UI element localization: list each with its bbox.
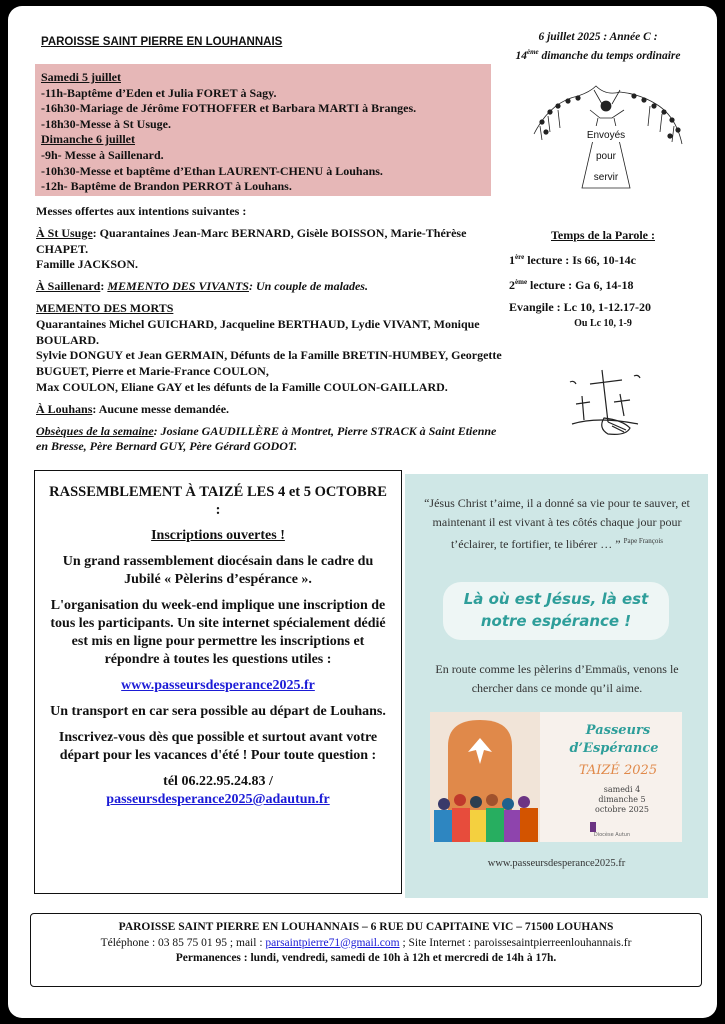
- second-reading: 2ème lecture : Ga 6, 14-18: [509, 278, 634, 292]
- schedule-item: -18h30-Messe à St Usuge.: [41, 116, 171, 131]
- taize-announcement: [34, 470, 402, 894]
- intention-louhans: À Louhans: Aucune messe demandée.: [36, 401, 230, 416]
- schedule-item: -12h- Baptême de Brandon PERROT à Louhans.: [41, 179, 292, 194]
- mass-intentions: [36, 204, 506, 455]
- bulletin-page: [8, 6, 717, 1018]
- envoyes-pour-servir-illustration: [530, 82, 685, 200]
- quote-author: Pape François: [623, 537, 664, 545]
- poster-place: TAIZÉ 2025: [578, 763, 658, 778]
- schedule-item: -9h- Messe à Saillenard.: [41, 147, 164, 162]
- taize-phone: tél 06.22.95.24.83 /: [163, 774, 273, 789]
- emmaus-text: En route comme les pèlerins d’Emmaüs, venons le chercher dans ce monde qu’il aime.: [435, 662, 679, 695]
- memento-des-morts-1: Quarantaines Michel GUICHARD, Jacqueline BERTHAUD, Lydie VIVANT, Monique BOULARD.: [36, 316, 480, 347]
- taize-paragraph-4: Inscrivez-vous dès que possible et surtout avant votre départ pour les vacances d'été ! Pour toute question :: [58, 730, 378, 763]
- passeurs-desperance-poster: [430, 712, 682, 842]
- parish-title: PAROISSE SAINT PIERRE EN LOUHANNAIS: [41, 36, 283, 48]
- intention-st-usuge: À St Usuge: Quarantaines Jean-Marc BERNARD, Gisèle BOISSON, Marie-Thérèse CHAPET.: [36, 225, 467, 256]
- gospel-reading: Evangile : Lc 10, 1-12.17-20: [509, 300, 651, 314]
- first-reading: 1ère lecture : Is 66, 10-14c: [509, 253, 636, 267]
- poster-date-2: dimanche 5: [598, 795, 646, 804]
- date-line: 6 juillet 2025 : Année C :: [538, 31, 658, 43]
- poster-logo: Diocèse Autun: [593, 832, 631, 838]
- pope-quote: “Jésus Christ t’aime, il a donné sa vie pour te sauver, et maintenant il est vivant à tes côtés chaque jour pour t’éclairer, te fortifier, te libérer … ” $^{Pape François}$: [424, 496, 690, 551]
- intention-saillenard: À Saillenard: MEMENTO DES VIVANTS: Un couple de malades.: [36, 279, 368, 294]
- parole-heading: Temps de la Parole :: [551, 228, 655, 242]
- taize-email-link[interactable]: passeursdesperance2025@adautun.fr: [106, 792, 330, 807]
- memento-des-morts-3: Max COULON, Eliane GAY et les défunts de la Famille COULON-GAILLARD.: [36, 379, 448, 394]
- pope-quote-box: [405, 474, 708, 898]
- poster-title-2: d’Espérance: [569, 741, 659, 756]
- poster-date-1: samedi 4: [603, 785, 641, 794]
- taize-inscriptions: Inscriptions ouvertes !: [151, 528, 285, 543]
- servir-word: servir: [593, 172, 619, 183]
- taize-paragraph-1: Un grand rassemblement diocésain dans le cadre du Jubilé « Pèlerins d’espérance ».: [62, 554, 374, 587]
- sunday-line: 14ème dimanche du temps ordinaire: [515, 48, 681, 62]
- crosses-illustration: [568, 362, 648, 442]
- intention-st-usuge-2: Famille JACKSON.: [36, 257, 138, 272]
- weekend-schedule: [35, 64, 491, 196]
- taize-paragraph-2: L'organisation du week-end implique une inscription de tous les participants. Un site internet spécialement dédié est mis en ligne pour permettre les inscriptions et répondre à toutes les questions utiles :: [50, 598, 386, 667]
- envoyes-word: Envoyés: [586, 130, 626, 141]
- hope-badge: Là où est Jésus, là est notre espérance !: [443, 582, 669, 640]
- intentions-intro: Messes offertes aux intentions suivantes :: [36, 204, 247, 218]
- obseques: Obsèques de la semaine: Josiane GAUDILLÈRE à Montret, Pierre STRACK à Saint Etienne en Bresse, Père Bernard GUY, Père Gérard GODOT.: [36, 423, 497, 454]
- taize-website-link[interactable]: www.passeursdesperance2025.fr: [121, 678, 315, 693]
- schedule-item: -16h30-Mariage de Jérôme FOTHOFFER et Barbara MARTI à Branges.: [41, 101, 417, 116]
- parish-footer: [30, 913, 702, 987]
- pour-word: pour: [595, 151, 617, 162]
- date-block: [498, 30, 698, 64]
- temps-de-la-parole: [503, 224, 703, 330]
- memento-des-morts-label: MEMENTO DES MORTS: [36, 300, 174, 315]
- schedule-item: -11h-Baptême d’Eden et Julia FORET à Sagy.: [41, 85, 277, 100]
- taize-title: RASSEMBLEMENT À TAIZÉ LES 4 et 5 OCTOBRE :: [49, 484, 387, 518]
- taize-paragraph-3: Un transport en car sera possible au départ de Louhans.: [50, 704, 386, 719]
- schedule-day-sunday: Dimanche 6 juillet: [41, 132, 135, 147]
- schedule-item: -10h30-Messe et baptême d’Ethan LAURENT-CHENU à Louhans.: [41, 163, 383, 178]
- gospel-alternative: Ou Lc 10, 1-9: [574, 318, 632, 329]
- footer-contact: Téléphone : 03 85 75 01 95 ; mail : parsaintpierre71@gmail.com ; Site Internet : paroissesaintpierreenlouhannais.fr: [100, 936, 632, 949]
- footer-mail-link[interactable]: parsaintpierre71@gmail.com: [265, 936, 400, 949]
- poster-date-3: octobre 2025: [595, 805, 649, 814]
- schedule-day-saturday: Samedi 5 juillet: [41, 70, 121, 84]
- memento-des-morts-2: Sylvie DONGUY et Jean GERMAIN, Défunts de la Famille BRETIN-HUMBEY, Georgette BUGUET, Pierre et Marie-France COULON,: [36, 348, 502, 379]
- footer-address: PAROISSE SAINT PIERRE EN LOUHANNAIS – 6 RUE DU CAPITAINE VIC – 71500 LOUHANS: [118, 921, 614, 933]
- poster-title-1: Passeurs: [585, 723, 651, 738]
- footer-permanences: Permanences : lundi, vendredi, samedi de 10h à 12h et mercredi de 14h à 17h.: [175, 952, 557, 964]
- poster-url: www.passeursdesperance2025.fr: [487, 858, 626, 869]
